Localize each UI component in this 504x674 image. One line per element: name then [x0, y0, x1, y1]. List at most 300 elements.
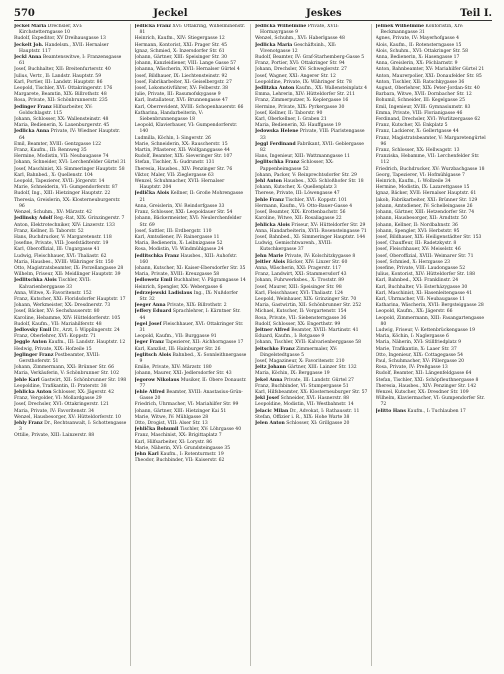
- entry-details: Franz, Maschinist, XX: Brigittaplatz 7: [134, 433, 222, 439]
- entry-surname: Jedlitschka Alois: [14, 278, 57, 284]
- entry-details: Rudolf, Schlosser, XX: Engerthstr. 99: [255, 321, 341, 327]
- entry-details: Johann, Werkmeister, XX: Dresdnerstr. 73: [14, 303, 111, 309]
- entry-details: Franz, Oberlehrer, XVI: Koppstr. 71: [14, 334, 96, 340]
- entry-details: Geschäftsinh., XII: Vivenotgasse 12: [260, 42, 337, 54]
- entry-details: Leopold, Tapezierer, XVII: Jörgerstr. 14: [14, 179, 105, 185]
- entry-surname: Jelitto Hans: [375, 408, 406, 414]
- directory-entry: [14, 55, 127, 67]
- directory-entry: [135, 191, 248, 203]
- directory-entry: [135, 111, 248, 123]
- entry-surname: Jeglitschka Franz: [255, 160, 300, 166]
- entry-surname: Jekel Anna: [255, 377, 283, 383]
- entry-details: Hilfsarbeiter, XV: Goldschlagstr. 115: [19, 104, 93, 116]
- entry-details: Kaufm., I: Rotenturmstr. 19: [160, 452, 224, 458]
- entry-details: Bäcker, XIV: Linzer Str. 60: [286, 259, 348, 265]
- directory-entry: [255, 241, 368, 253]
- entry-surname: Jeggl Ferdinand: [255, 141, 296, 147]
- entry-details: Otto, Ingenieur, XIX: Cottagegasse 54: [375, 352, 464, 358]
- entry-details: Katharina, Handarbeiterin, V: Siebenbrunnengasse 18: [134, 110, 204, 123]
- entry-surname: Jedlička Alois: [134, 191, 170, 197]
- entry-details: Josef, Chauffeur, III: Radetzkystr. 8: [375, 241, 457, 247]
- entry-details: Hermine, Modistin, VII: Neubaugasse 74: [14, 154, 109, 160]
- column-4: [376, 24, 493, 666]
- entry-details: Gärtner, XIII: Lainzer Str. 132: [287, 365, 357, 371]
- entry-details: Sprachlehrer, I: Kärntner Str. 44: [139, 309, 241, 321]
- entry-details: Karl, Bahnbed., X: Quellenstr. 104: [14, 172, 93, 178]
- entry-details: Anton, Maurerpolier, XXI: Donaufelder Str. 85: [375, 73, 482, 79]
- entry-details: Wenzel, Schuhm., XV: Märzstr. 42: [14, 210, 92, 216]
- entry-surname: Jeitler Alois: [255, 259, 286, 265]
- entry-details: Hans, Buchdrucker, V: Margaretenstr. 118: [14, 234, 112, 240]
- entry-surname: Jedlitschka Franz: [134, 253, 179, 259]
- entry-details: Martin, Pflasterer, XII: Wolfganggasse 44: [134, 148, 230, 154]
- entry-details: Private, VIII: Piaristengasse 33: [260, 129, 365, 141]
- entry-surname: Jehlicka Alois: [255, 222, 290, 228]
- entry-details: Josef, Bäcker, XV: Sechshauserstr. 80: [14, 309, 100, 315]
- entry-details: Josef, Oberoffizial, XVIII: Weimarer Str. 71: [375, 253, 474, 259]
- entry-details: Leopold, Kaufm., XX: Jägerstr. 66: [375, 309, 453, 315]
- entry-details: Johann, Maurer, XXI: Jedlersdorfer Str. 43: [134, 371, 232, 377]
- entry-details: Franz, Vergolder, VI: Mollardgasse 29: [14, 396, 102, 402]
- entry-details: Postbeamter, XVIII: Gersthoferstr. 51: [19, 352, 100, 364]
- entry-details: Josef, Fabrikarbeiter, XI: Geiselbergstr. 27: [134, 79, 232, 85]
- entry-details: Maria, Köchin, I: Naglergasse 6: [375, 334, 449, 340]
- entry-details: Ing., IX: Nußdorfer Str. 32: [139, 290, 238, 302]
- entry-details: Johann, Kutscher, X: Quellenplatz 3: [255, 185, 337, 191]
- entry-details: Maria, Verkäuferin, V: Schönbrunner Str. 102: [14, 371, 119, 377]
- entry-details: Josef, Sattler, III: Erdbergstr. 110: [134, 228, 212, 234]
- entry-details: Paul, Schuhmacher, XV: Pillergasse 20: [375, 358, 465, 364]
- column-3: [255, 24, 372, 666]
- directory-entry: [14, 353, 127, 365]
- entry-details: Theresia, Hausbes., XIV: Penzinger Str. 76: [134, 166, 233, 172]
- entry-details: Dr., Advokat, I: Rathausstr. 11: [289, 408, 360, 414]
- entry-details: Franz, Magistratsbeamter, V: Margaretengürtel 96: [375, 135, 486, 147]
- directory-entry: [376, 316, 490, 328]
- entry-details: Karl, Oberrevident, XVIII: Schopenhauerstr. 66: [134, 104, 244, 110]
- directory-entry: [135, 123, 248, 135]
- entry-details: Musiker, II: Obere Donaustr. 77: [139, 377, 247, 389]
- directory-entry: [135, 291, 248, 303]
- entry-details: Johann, Gärtner, XIII: Speisinger Str. 30: [134, 55, 227, 61]
- entry-details: Tischler, XVII: Kalvarienberggasse 33: [19, 278, 91, 290]
- entry-details: Johann, Schneider, XVI: Lerchenfelder Gürtel 31: [14, 160, 127, 166]
- entry-details: Kellner, II: Große Mohrengasse 21: [139, 191, 244, 203]
- entry-details: Rudolf, Expeditor, XV Dreihausgasse 13: [14, 36, 106, 42]
- entry-details: Josefine, Private, VIII: Josefstädterstr. 19: [14, 241, 109, 247]
- entry-surname: Jedlovsky Emil: [14, 327, 52, 333]
- entry-details: Anton, Elektrotechniker, XIV: Linzerstr. 133: [14, 222, 115, 228]
- entry-details: Franziska, Hebamme, VII: Lerchenfelder Str. 112: [375, 154, 480, 166]
- directory-entry: [14, 278, 127, 290]
- entry-surname: Jedlicka Wilhelmine: [255, 24, 307, 29]
- entry-details: Josef, Bildhauer, IX: Liechtensteinstr. 92: [134, 73, 228, 79]
- entry-details: Emma, Private, VIII: Florianigasse 46: [375, 110, 463, 116]
- entry-details: Kaufm., XX: Wallensteinplatz 4: [295, 86, 367, 92]
- entry-details: Theodor, Buchbinder, VII: Kaiserstr. 62: [134, 458, 225, 464]
- entry-details: Schlosser, XX: Pappenheimgasse 52: [260, 160, 334, 172]
- directory-entry: [14, 433, 127, 439]
- entry-surname: Jelen Anton: [255, 421, 285, 426]
- entry-details: Hermine, Private, XIX: Pyrkergasse 30: [255, 104, 345, 110]
- entry-details: Franz, Kellner, II: Taborstr. 52: [14, 228, 84, 234]
- entry-details: Anton, Bahnbeamter, XV: Mariahilfer Gürtel 21: [375, 67, 485, 73]
- entry-surname: Jelacic Milan: [255, 408, 289, 414]
- entry-details: Johanna, Wäscherin, XVII: Hernalser Gürtel 4: [134, 67, 240, 73]
- directory-entry: [255, 129, 368, 141]
- directory-entry: [135, 390, 248, 402]
- entry-details: Rosa, Modistin, VI: Windmühlgasse 24: [134, 247, 224, 253]
- entry-details: Franz, Zimmerputzer, X: Keplergasse 16: [255, 98, 349, 104]
- entry-details: Schneider, XVI: Hasnerstr. 88: [280, 396, 349, 402]
- entry-details: Karl, Uhrmacher, VII: Neubaugasse 11: [375, 296, 466, 302]
- entry-details: Karl, Hilfsbeamter, XX: Klosterneuburger Str. 57: [255, 389, 368, 395]
- entry-details: Rudolf, Beamter, XIX: Sieveringer Str. 107: [134, 154, 233, 160]
- entry-details: Maria, Köchin, IX: Berggasse 19: [255, 371, 330, 377]
- entry-details: Friseur, XV: Hütteldorfer Str. 29: [291, 222, 366, 228]
- entry-details: Kontoristin, XIV: Beckmanngasse 31: [380, 24, 464, 36]
- entry-details: Josef, Buchhalter, XII: Breitenfurterstr. 40: [14, 67, 111, 73]
- entry-details: Ludwig, Gemischtwarenh., XVIII: Kutschkergasse 37: [255, 241, 332, 253]
- entry-surname: Jedlicka Franz: [134, 24, 172, 29]
- column-2: [135, 24, 252, 666]
- entry-details: Bahnbed., X: Sonnleithnergasse 9: [139, 352, 247, 364]
- entry-details: Franz, Lackierer, X: Gellertgasse 44: [375, 129, 459, 135]
- entry-details: Maria, Bedienerin, X: Leibnizgasse 52: [134, 241, 223, 247]
- entry-details: Wenzel, Hausbesorger, XV: Hütteldorferstr. 10: [14, 414, 121, 420]
- directory-entry: [14, 24, 127, 36]
- entry-details: Hausbes., XXI: Schloßhofer Str. 18: [283, 179, 364, 185]
- entry-details: Leopold, Kaufm., VII: Burggasse 91: [134, 334, 217, 340]
- directory-entry: [255, 43, 368, 55]
- entry-details: Karl, Kanzlist, III: Hainburger Str. 26: [134, 346, 221, 352]
- entry-details: Johann, Bäckermeister, XVI: Neulerchenfelder Str. 69: [134, 216, 242, 228]
- entry-details: Private, XVII: Hormayrgasse 9: [260, 24, 339, 36]
- entry-details: Anna, Bedienerin, X: Hasengasse 17: [375, 55, 460, 61]
- entry-details: Leopold, Weinhauer, XIX: Grinzinger Str. 70: [255, 296, 357, 302]
- entry-surname: Jehly Franz: [14, 421, 43, 426]
- entry-details: Jakob, Fabrikarbeiter, XXI: Brünner Str. 129: [375, 197, 478, 203]
- entry-surname: Jedinger Franz: [14, 104, 52, 110]
- running-head-left: Jeckel: [153, 8, 188, 19]
- entry-details: Wilhelm, Klaviermacher, VI: Gumpendorfer Str. 72: [375, 396, 485, 408]
- entry-details: Hedwig, Private, XIX: Hofzeile 15: [14, 346, 92, 352]
- entry-details: Johann, Schlosser, XX: Wallensteinstr. 48: [14, 117, 109, 123]
- entry-surname: Jedrzejewski Ladislaus: [134, 290, 193, 296]
- running-head-right: Jeskes: [306, 8, 342, 19]
- entry-details: Wenzel, Kutscher, XX: Dresdner Str. 109: [375, 389, 469, 395]
- entry-details: Karl, Bahnbed., XXI: Franklinstr. 24: [375, 278, 459, 284]
- entry-surname: Jeitz Johann: [255, 365, 287, 371]
- entry-details: Alois, Kaufm., II: Rotensterngasse 15: [375, 42, 462, 48]
- entry-details: Beamter, XVIII: Martinstr. 41: [291, 327, 359, 333]
- entry-details: Drechsler, XVI: Kirchstetterngasse 10: [19, 24, 83, 36]
- entry-details: Theresia, Hausbes., XIV: Penzinger Str. 142: [375, 383, 477, 389]
- entry-details: Julius, Kontorist, XIV: Hütteldorfer Str. 188: [375, 272, 476, 278]
- entry-details: Buchhalter, V: Pilgramgasse 14: [173, 278, 246, 284]
- entry-details: Otto, Drogist, VIII: Alser Str. 13: [134, 421, 208, 426]
- entry-details: Tischler, XVI: Koppstr. 101: [285, 197, 347, 203]
- entry-details: Julie, Private, III: Rasumofskygasse 9: [134, 92, 221, 98]
- entry-details: Private, IV: Wiedner Hauptstr. 64: [19, 129, 121, 141]
- entry-details: Ferdinand, Drechsler, XVI: Wurlitzergasse 62: [375, 117, 481, 123]
- entry-surname: Jedlicka Maria: [255, 42, 293, 48]
- entry-details: Johann, Tischler, XVII: Kalvarienberggasse 58: [255, 340, 362, 346]
- entry-surname: Jeckel Maria: [14, 24, 47, 29]
- entry-details: Anna, Witwe, X: Favoritenstr. 152: [14, 290, 92, 296]
- entry-details: Private, XIX: Billrothstr. 2: [167, 303, 227, 309]
- entry-details: Dr., Rechtsanwalt, I: Schottengasse 3: [19, 421, 127, 433]
- entry-details: Franz, Kutscher, XI: Enkplatz 5: [375, 123, 448, 129]
- entry-details: Franz, Buchbinder, VI: Stumpergasse 51: [255, 383, 349, 389]
- entry-surname: Jedlowetz Emil: [134, 278, 173, 284]
- entry-surname: Jeffery Eduard: [134, 309, 172, 315]
- entry-details: Anna, Handarbeiterin, XVII: Rosensteingasse 71: [255, 228, 367, 234]
- directory-entry: [376, 154, 490, 166]
- entry-details: Rosa, Private, IV: Preßgasse 13: [375, 365, 448, 371]
- entry-details: Anna, Greislerin, XV: Reindorfgasse 33: [134, 203, 225, 209]
- entry-details: Hans, Ingenieur, XIII: Wattmanngasse 11: [255, 154, 351, 160]
- entry-details: Emma, Lehrerin, XIV: Hütteldorfer Str. 211: [255, 92, 356, 98]
- entry-details: Johann, Fuhrwerksbes., X: Troststr. 89: [255, 278, 345, 284]
- entry-details: Karl, Oberoffizial, III: Ungargasse 41: [14, 247, 100, 253]
- entry-details: Johann, Packer, V: Reinprechtsdorfer Str. 29: [255, 172, 357, 178]
- entry-details: Emil, Beamter, XVIII: Gentzgasse 122: [14, 141, 102, 147]
- entry-details: Fabrikant, XVII: Geblergasse 82: [260, 141, 364, 154]
- entry-details: Ludwig, Friseur, V: Kettenbrückengasse 19: [375, 327, 475, 333]
- entry-details: Beamter, XVIII: Anastasius-Grün-Gasse 20: [139, 389, 243, 402]
- entry-details: Hermann, Kontorist, XXI: Prager Str. 45: [134, 42, 227, 48]
- directory-entry: [376, 396, 490, 408]
- directory-entry: [14, 129, 127, 141]
- entry-details: Josef, Fleischhauer, XV: Meiselstr. 46: [375, 247, 461, 253]
- entry-details: Karoline, Hebamme, XIV: Hütteldorferstr. 105: [14, 315, 121, 321]
- entry-details: Josef, Schmied, X: Herzgasse 23: [375, 259, 450, 265]
- entry-surname: Jehle Franz: [255, 197, 284, 203]
- entry-surname: Jegel Josef: [134, 321, 162, 327]
- entry-details: Reg.-Rat, XIX: Grinzingerstr. 7: [53, 216, 125, 222]
- entry-details: Julius, Vertr., II: Landstr. Hauptstr. 59: [14, 73, 102, 79]
- entry-details: Maria, Bedienerin, XI: Hauffgasse 19: [255, 123, 341, 129]
- entry-surname: Jeitschko Franz: [255, 346, 295, 352]
- entry-details: Maria, Näherin, XVI: Stillfriedplatz 9: [375, 340, 461, 346]
- column-1: [14, 24, 131, 666]
- entry-surname: Jehle Karl: [14, 377, 40, 383]
- entry-surname: Jehn Karl: [134, 452, 159, 458]
- entry-details: Franz, Portier, XVI: Ottakringer Str. 94: [255, 61, 345, 67]
- entry-surname: Jeitner Alfred: [255, 327, 290, 333]
- directory-entry: [376, 24, 490, 36]
- entry-details: Friedrich, Uhrmacher, VI: Mariahilfer Str. 99: [134, 402, 239, 408]
- entry-details: Maria, Bedienerin, X: Laxenburgerstr. 45: [14, 123, 110, 129]
- entry-details: Rudolf, Ing., XIII: Hietzinger Hauptstr. 22: [14, 191, 111, 197]
- entry-details: Agnes, Private, IV: Mayerhofgasse 4: [375, 36, 459, 42]
- entry-details: Karl, Portier, III: Landstr. Hauptstr. 86: [14, 79, 103, 85]
- entry-surname: Jeeger Anna: [134, 303, 166, 309]
- entry-surname: Jehl Anton: [255, 179, 282, 185]
- entry-details: Leopold, Zimmermann, XIII: Fasangartengasse 80: [375, 315, 485, 327]
- directory-entry: [135, 309, 248, 321]
- entry-details: Schlosser, XX: Jägerstr. 42: [52, 389, 114, 395]
- entry-details: Johann, Drechsler, XV: Schweglerstr. 27: [255, 67, 347, 73]
- entry-details: Franz, Schlosser, XX: Hellwagstr. 13: [375, 148, 460, 154]
- entry-details: Maria, Gastwirtin, XII: Schönbrunner Str. 252: [255, 303, 362, 309]
- entry-details: Marie, Schneiderin, XX: Rauscherstr. 15: [134, 141, 228, 147]
- running-header: [14, 6, 492, 21]
- entry-surname: Jehle Alfred: [134, 389, 165, 395]
- entry-surname: Jehlička Bohumil: [134, 427, 179, 433]
- entry-details: Stefan, Offizier i. R., XIX: Hohe Warte 38: [255, 414, 350, 420]
- entry-details: Eduard, Kaufm., I: Rotgasse 9: [255, 334, 325, 340]
- entry-details: Anton, Tischler, XII: Ratschkygasse 36: [375, 79, 465, 85]
- entry-details: Franz, Kaufm., III: Rennweg 35: [14, 148, 87, 154]
- entry-details: Leopoldine, Trafikantin, II: Praterstr. 38: [14, 383, 107, 389]
- entry-details: Wenzel, Schuhm., XVI: Haberlgasse 48: [255, 36, 345, 42]
- entry-details: August, Oberlehrer, XIX: Peter-Jordan-Str. 40: [375, 86, 480, 92]
- entry-details: Marie, Trafikantin, X: Laaer Str. 37: [375, 346, 457, 352]
- entry-details: Josef, Kellner, II: Taborstr. 90: [255, 110, 323, 116]
- directory-entry: [135, 216, 248, 228]
- entry-details: Karl, Fleischhauer, XVI: Thaliastr. 124: [255, 290, 343, 296]
- entry-details: Friedrich, Buchdrucker, XV: Wurzbachgasse 18: [375, 166, 485, 172]
- entry-details: Johann, Gärtner, XIII: Hietzinger Kai 51: [134, 408, 227, 414]
- entry-details: Franz, Kutscher, XXI: Floridsdorfer Hauptstr. 17: [14, 296, 126, 302]
- entry-details: Josef, Bildhauer, XIX: Heiligenstädter Str. 153: [375, 234, 482, 240]
- entry-details: Johann, Kanzleidiener, VIII: Lange Gasse 57: [134, 61, 237, 67]
- entry-details: Johann, Hausbesorger, XII: Arndtstr. 50: [375, 216, 467, 222]
- directory-entry: [14, 105, 127, 117]
- entry-details: Heinrich, Kaufm., XIV: Stiegergasse 12: [134, 36, 225, 42]
- entry-details: Josef, Wagner, XXI: Angerer Str. 12: [255, 73, 336, 79]
- entry-details: Fleischhauer, XVI: Ottakringer Str. 31: [139, 321, 244, 333]
- directory-entry: [135, 322, 248, 334]
- entry-details: Schlosser, XI: Grillgasse 20: [286, 421, 350, 426]
- directory-entry: [255, 160, 368, 172]
- entry-details: Zimmermaler, XV: Dingelstedtgasse 5: [260, 346, 338, 358]
- entry-details: Leopoldine, Modistin, VII: Westbahnstr. 14: [255, 402, 354, 408]
- entry-details: Viktor, Maler, VII: Zieglergasse 63: [134, 172, 214, 178]
- entry-details: Rosa, Private, XII: Schönbrunnerstr. 235: [14, 98, 108, 104]
- part-label: Teil I.: [460, 8, 492, 19]
- entry-surname: Jelinek Wilhelmine: [375, 24, 425, 29]
- entry-details: Maria, Private, XVIII: Kreuzgasse 58: [134, 272, 220, 278]
- directory-entry: [14, 43, 127, 55]
- entry-details: Gastwirt, XII: Schönbrunner Str. 198: [41, 377, 127, 383]
- entry-details: Rosa, Private, VII: Siebensterngasse 36: [255, 315, 347, 321]
- entry-details: Karl, Buchhalter, VI: Esterházygasse 30: [375, 284, 468, 290]
- entry-details: Johann, Zimmermann, XXI: Brünner Str. 66: [14, 365, 114, 371]
- entry-details: Leopold, Klavierbauer, VI: Gumpendorferstr. 140: [134, 123, 238, 135]
- entry-details: Marie, Witwe, IV: Mühlgasse 28: [134, 414, 209, 420]
- entry-details: Dr., Arzt, I: Wipplingerstr. 24: [52, 327, 120, 333]
- directory-entry: [135, 378, 248, 390]
- directory-entry: [135, 353, 248, 365]
- entry-details: Beamtenswitwe, I: Franzensgasse 61: [19, 55, 122, 67]
- entry-details: Marie, Näherin, XVI: Grundsteingasse 35: [134, 445, 231, 451]
- entry-details: Katharina, Wäscherin, XVII: Bergsteiggasse 28: [375, 303, 484, 309]
- entry-details: Tapezierer, XII: Aichhorngasse 17: [165, 340, 244, 346]
- directory-entry: [135, 24, 248, 36]
- entry-details: Anna, Wäscherin, XXI: Pragerstr. 117: [255, 265, 342, 271]
- entry-details: Rudolf, Kaufm., VII: Mariahilferstr. 48: [14, 321, 102, 327]
- entry-details: Ignaz, Bäcker, XVII: Hernalser Hauptstr. 61: [375, 191, 477, 197]
- directory-entry: [14, 421, 127, 433]
- entry-details: Leopoldine, Private, IX: Währinger Str. 78: [255, 79, 352, 85]
- directory-columns: [14, 24, 492, 666]
- entry-details: Stefan, Tischler, X: Gudrunstr. 131: [134, 160, 215, 166]
- entry-details: Josef, Maurer, XIII: Speisinger Str. 98: [255, 284, 342, 290]
- entry-details: Bohumil, Schneider, III: Kegelgasse 25: [375, 98, 465, 104]
- entry-details: Georg, Tapezierer, VI: Hofmühlgasse 7: [375, 172, 465, 178]
- entry-details: Karoline, Witwe, XII: Rosaliagasse 22: [255, 216, 342, 222]
- directory-entry: [255, 24, 368, 36]
- entry-details: Kaufm., I: Tuchlauben 17: [407, 408, 466, 414]
- entry-details: Anna, Greislerin, XX: Pöchlarnstr. 9: [375, 61, 458, 67]
- entry-details: Josef, Maschinist, XI: Simmeringer Hauptstr. 58: [14, 166, 125, 172]
- entry-details: Rudolf, Beamter, IV: Graf-Starhemberg-Gasse 5: [255, 55, 365, 61]
- entry-details: Tischler, XV: Löhrgasse 40: [179, 427, 242, 433]
- entry-details: Kaufm., III: Landstr. Hauptstr. 12: [48, 340, 126, 346]
- entry-details: Leopold, Tischler, XVI: Ottakringerstr. 176: [14, 86, 113, 92]
- entry-details: Hermann, Kaufm., VI: Otto-Bauer-Gasse 4: [255, 203, 353, 209]
- entry-details: Karl, Oberkellner, I: Graben 21: [255, 117, 327, 123]
- entry-details: Michael, Kutscher, II: Vorgartenstr. 154: [255, 309, 347, 315]
- directory-entry: [135, 458, 248, 464]
- entry-surname: Jeglinger Franz: [14, 352, 54, 358]
- entry-details: Heinrich, Kaufm., I: Wollzeile 34: [375, 179, 451, 185]
- entry-details: Johann, Gärtner, XIII: Hetzendorfer Str. 74: [375, 210, 475, 216]
- entry-surname: Jedlicka Anna: [14, 129, 50, 135]
- entry-details: Maria, Private, IV: Favoritenstr. 34: [14, 408, 95, 414]
- entry-details: Johann, Amtsdiener, IV: Schelleingasse 26: [375, 203, 473, 209]
- entry-details: Ludwig, Fleischhauer, XVI: Thaliastr. 62: [14, 253, 107, 259]
- entry-details: Johann, Kellner, II: Nordbahnstr. 36: [375, 222, 458, 228]
- entry-surname: Jedlitzka Anton: [255, 86, 295, 92]
- entry-details: Josef, Drechsler, XVI: Ottakringerstr. 121: [14, 402, 109, 408]
- entry-details: Karl, Amtsdiener, IV: Rainergasse 11: [134, 234, 220, 240]
- entry-surname: Jeggle Anton: [14, 340, 47, 346]
- entry-details: Johann, Spengler, XVI: Herbststr. 95: [375, 228, 460, 234]
- entry-details: Franz, Schlosser, XXI: Leopoldauer Str. 54: [134, 210, 233, 216]
- entry-details: Barbara, Witwe, XVII: Dornbacher Str. 12: [375, 92, 472, 98]
- entry-surname: Jeckelt Joh.: [14, 42, 44, 48]
- entry-details: Emilie, Private, XIV: Märzstr. 180: [134, 365, 212, 371]
- directory-entry: [255, 347, 368, 359]
- entry-surname: Jegorow Nikolaus: [134, 377, 180, 383]
- entry-details: Ottilie, Private, XIII: Lainzerstr. 88: [14, 433, 95, 439]
- entry-details: Theresia, Greislerin, XX: Klosterneuburgerstr. 96: [14, 197, 121, 209]
- entry-details: Wenzel, Schuhmacher, XVII: Hernalser Hauptstr. 204: [134, 179, 225, 191]
- directory-entry: [14, 198, 127, 210]
- entry-details: Ignaz, Schmied, X: Inzersdorfer Str. 61: [134, 48, 225, 54]
- entry-surname: Jeglitsch Alois: [134, 352, 172, 358]
- directory-entry: [255, 142, 368, 154]
- entry-details: Therese, Private, III: Löwengasse 47: [255, 191, 340, 197]
- entry-details: Wilhelm, Friseur, XII: Meidlinger Hauptstr. 39: [14, 272, 121, 278]
- entry-details: Karl, Installateur, XVI: Brunnengasse 47: [134, 98, 228, 104]
- directory-entry: [376, 136, 490, 148]
- entry-surname: Jehn Marie: [255, 253, 284, 259]
- entry-details: Private, IV: Kolschitzkygasse 8: [284, 253, 356, 259]
- entry-details: Rudolf, Beamter, XII: Längenfeldgasse 64: [375, 371, 472, 377]
- entry-details: Johann, Kutscher, XI: Kaiser-Ebersdorfer Str. 35: [134, 265, 246, 271]
- entry-details: Josef, Magazineur, X: Favoritenstr. 210: [255, 358, 345, 364]
- entry-details: Marie, Schneiderin, VI: Gumpendorferstr. 87: [14, 185, 118, 191]
- entry-surname: Jehlicka Anton: [14, 389, 52, 395]
- entry-details: Ludmilla, Köchin, I: Singerstr. 26: [134, 135, 211, 141]
- entry-details: Hermine, Modistin, IX: Lazarettgasse 15: [375, 185, 470, 191]
- directory-entry: [135, 254, 248, 266]
